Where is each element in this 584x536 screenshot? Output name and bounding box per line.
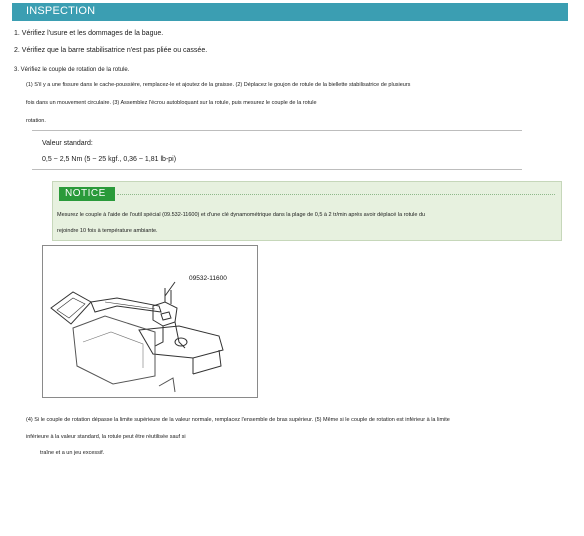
step-2: 2. Vérifiez que la barre stabilisatrice n'est pas pliée ou cassée. — [14, 47, 208, 54]
tool-part-number: 09532-11600 — [189, 275, 227, 282]
footer-line-2: inférieure à la valeur standard, la rotule peut être réutilisée sauf si — [26, 434, 186, 440]
torque-wrench-drawing — [43, 246, 257, 397]
notice-badge-label: NOTICE — [65, 188, 106, 199]
substep-line-2: fois dans un mouvement circulaire. (3) Assemblez l'écrou autobloquant sur la rotule, puis mesurez le couple de la rotule — [26, 100, 317, 106]
standard-value-label: Valeur standard: — [42, 140, 93, 147]
substep-line-3: rotation. — [26, 118, 46, 124]
notice-line-2: rejoindre 10 fois à température ambiante. — [57, 228, 158, 234]
notice-badge — [59, 187, 115, 201]
substep-line-1: (1) S'il y a une fissure dans le cache-poussière, remplacez-le et ajoutez de la graisse. (2) Déplacez le goujon de rotule de la biellette stabilisatrice de plusieurs — [26, 82, 411, 88]
notice-divider — [117, 194, 555, 195]
divider-top — [32, 130, 522, 131]
section-header — [12, 3, 568, 21]
notice-line-1: Mesurez le couple à l'aide de l'outil spécial (09.532-11600) et d'une clé dynamométrique dans la plage de 0,5 à 2 tr/min après avoir déplacé la rotule du — [57, 212, 426, 218]
step-1: 1. Vérifiez l'usure et les dommages de la bague. — [14, 30, 164, 37]
footer-line-1: (4) Si le couple de rotation dépasse la limite supérieure de la valeur normale, remplacez l'ensemble de bras supérieur. (5) Même si le couple de rotation est inférieur à la limite — [26, 417, 450, 423]
step-3: 3. Vérifiez le couple de rotation de la rotule. — [14, 67, 130, 73]
divider-bottom — [32, 169, 522, 170]
notice-box — [52, 181, 562, 241]
section-title: INSPECTION — [26, 5, 96, 17]
footer-line-3: traîne et a un jeu excessif. — [40, 450, 105, 456]
standard-value: 0,5 ~ 2,5 Nm (5 ~ 25 kgf., 0,36 ~ 1,81 lb-pi) — [42, 156, 177, 163]
tool-illustration — [42, 245, 258, 398]
